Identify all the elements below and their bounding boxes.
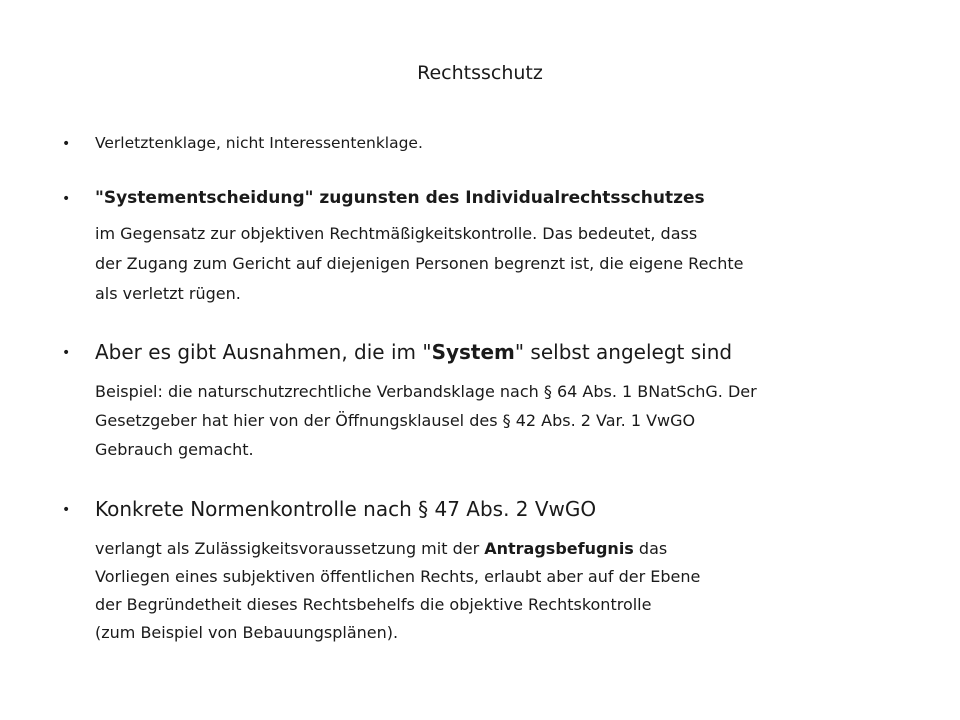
bullet-icon: • xyxy=(62,136,71,152)
item-2-heading: "Systementscheidung" zugunsten des Individualrechtsschutzes xyxy=(95,188,705,208)
item-4-line: der Begründetheit dieses Rechtsbehelfs die objektive Rechtskontrolle xyxy=(95,595,652,614)
item-3-heading xyxy=(95,340,732,364)
item-3-line: Gesetzgeber hat hier von der Öffnungsklausel des § 42 Abs. 2 Var. 1 VwGO xyxy=(95,411,696,430)
item-3-line: Gebrauch gemacht. xyxy=(95,440,254,459)
item-3-heading-text: Aber es gibt Ausnahmen, die im " xyxy=(95,340,432,364)
bullet-icon: • xyxy=(62,191,71,207)
item-4-line: Vorliegen eines subjektiven öffentlichen Rechts, erlaubt aber auf der Ebene xyxy=(95,567,701,586)
item-3-line: Beispiel: die naturschutzrechtliche Verbandsklage nach § 64 Abs. 1 BNatSchG. Der xyxy=(95,382,757,401)
item-2-line: der Zugang zum Gericht auf diejenigen Personen begrenzt ist, die eigene Rechte xyxy=(95,254,744,273)
item-2-line: als verletzt rügen. xyxy=(95,284,241,303)
bullet-icon: • xyxy=(62,345,71,361)
bullet-icon: • xyxy=(62,502,71,518)
item-4-heading: Konkrete Normenkontrolle nach § 47 Abs. 2 VwGO xyxy=(95,497,597,521)
item-3-heading-bold: System xyxy=(431,340,515,364)
slide-title: Rechtsschutz xyxy=(417,62,543,84)
item-1-heading: Verletztenklage, nicht Interessentenklage. xyxy=(95,134,423,152)
item-2-line: im Gegensatz zur objektiven Rechtmäßigkeitskontrolle. Das bedeutet, dass xyxy=(95,224,698,243)
item-4-line xyxy=(95,539,667,558)
item-4-line: (zum Beispiel von Bebauungsplänen). xyxy=(95,623,399,642)
item-4-line-bold: Antragsbefugnis xyxy=(484,539,634,558)
item-4-line-text: das xyxy=(633,539,668,558)
item-3-heading-text: " selbst angelegt sind xyxy=(514,340,733,364)
item-4-line-text: verlangt als Zulässigkeitsvoraussetzung mit der xyxy=(95,539,485,558)
